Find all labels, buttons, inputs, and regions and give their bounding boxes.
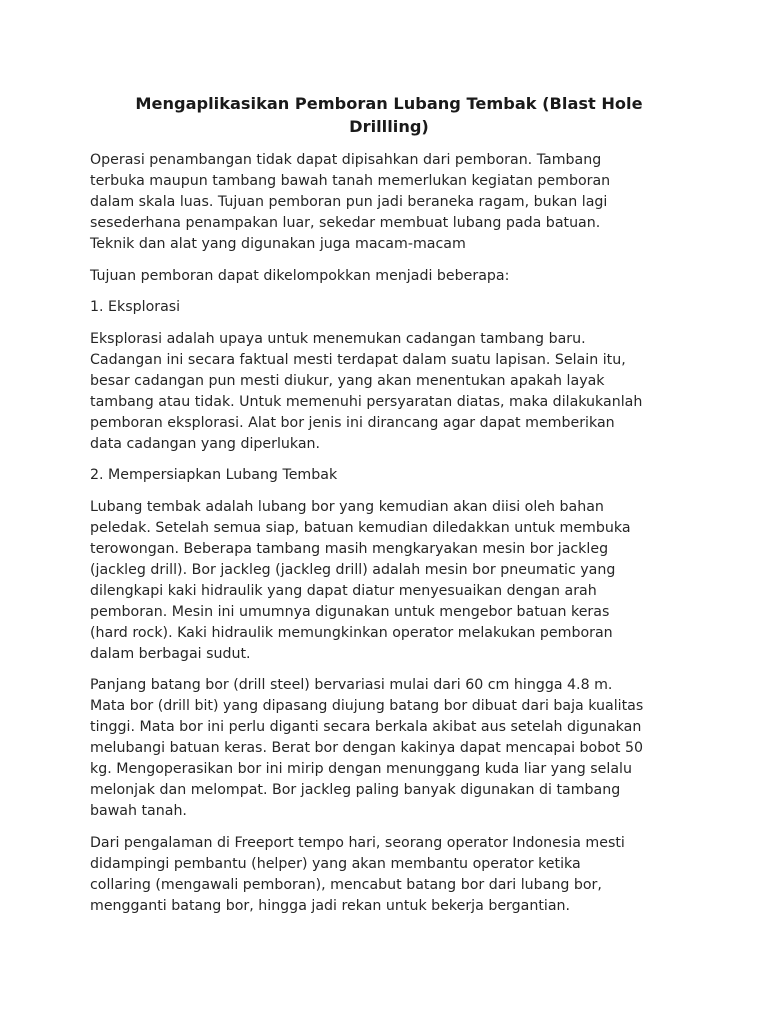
text-line: bawah tanah. [90,803,187,819]
text-line: collaring (mengawali pemboran), mencabut batang bor dari lubang bor, [90,876,602,893]
text-line: 1. Eksplorasi [90,299,181,315]
paragraph-lubang-tembak [90,497,688,665]
text-line: sesederhana penampakan luar, sekedar membuat lubang pada batuan. [90,215,601,231]
title-line: Mengaplikasikan Pemboran Lubang Tembak (Blast Hole [135,94,643,113]
text-line: pemboran eksplorasi. Alat bor jenis ini dirancang agar dapat memberikan [90,414,615,431]
document-title [90,92,688,138]
text-line: melubangi batuan keras. Berat bor dengan kakinya dapat mencapai bobot 50 [90,740,644,756]
text-line: terbuka maupun tambang bawah tanah memerlukan kegiatan pemboran [90,173,611,189]
text-line: dalam skala luas. Tujuan pemboran pun jadi beraneka ragam, bukan lagi [90,194,608,210]
text-line: pemboran. Mesin ini umumnya digunakan untuk mengebor batuan keras [90,603,610,620]
text-line: Lubang tembak adalah lubang bor yang kemudian akan diisi oleh bahan [90,498,604,515]
paragraph-eksplorasi [90,329,688,455]
text-line: (hard rock). Kaki hidraulik memungkinkan operator melakukan pemboran [90,624,613,641]
text-line: data cadangan yang diperlukan. [90,435,321,452]
section-heading-eksplorasi [90,297,688,318]
title-line: Drillling) [349,117,429,136]
text-line: Panjang batang bor (drill steel) bervariasi mulai dari 60 cm hingga 4.8 m. [90,677,613,693]
text-line: didampingi pembantu (helper) yang akan membantu operator ketika [90,855,581,872]
text-line: Dari pengalaman di Freeport tempo hari, seorang operator Indonesia mesti [90,834,625,851]
text-line: melonjak dan melompat. Bor jackleg paling banyak digunakan di tambang [90,782,621,798]
text-line: Eksplorasi adalah upaya untuk menemukan cadangan tambang baru. [90,330,586,347]
section-heading-lubang-tembak [90,465,688,486]
text-line: Cadangan ini secara faktual mesti terdapat dalam suatu lapisan. Selain itu, [90,351,626,368]
paragraph-intro [90,150,688,255]
text-line: 2. Mempersiapkan Lubang Tembak [90,467,338,483]
text-line: kg. Mengoperasikan bor ini mirip dengan menunggang kuda liar yang selalu [90,761,632,777]
paragraph-batang-bor [90,675,688,822]
text-line: dilengkapi kaki hidraulik yang dapat diatur menyesuaikan dengan arah [90,582,597,599]
text-line: dalam berbagai sudut. [90,645,251,662]
paragraph-purpose [90,266,688,287]
text-line: peledak. Setelah semua siap, batuan kemudian diledakkan untuk membuka [90,519,631,536]
text-line: Operasi penambangan tidak dapat dipisahkan dari pemboran. Tambang [90,152,602,168]
text-line: terowongan. Beberapa tambang masih mengkaryakan mesin bor jackleg [90,540,609,557]
text-line: Teknik dan alat yang digunakan juga macam-macam [90,236,466,252]
paragraph-freeport [90,833,688,917]
text-line: Tujuan pemboran dapat dikelompokkan menjadi beberapa: [90,267,510,284]
document-page [90,92,688,927]
text-line: besar cadangan pun mesti diukur, yang akan menentukan apakah layak [90,372,605,389]
text-line: (jackleg drill). Bor jackleg (jackleg drill) adalah mesin bor pneumatic yang [90,561,616,578]
text-line: tambang atau tidak. Untuk memenuhi persyaratan diatas, maka dilakukanlah [90,393,643,410]
text-line: tinggi. Mata bor ini perlu diganti secara berkala akibat aus setelah digunakan [90,719,642,735]
text-line: mengganti batang bor, hingga jadi rekan untuk bekerja bergantian. [90,897,571,914]
text-line: Mata bor (drill bit) yang dipasang diujung batang bor dibuat dari baja kualitas [90,698,644,714]
